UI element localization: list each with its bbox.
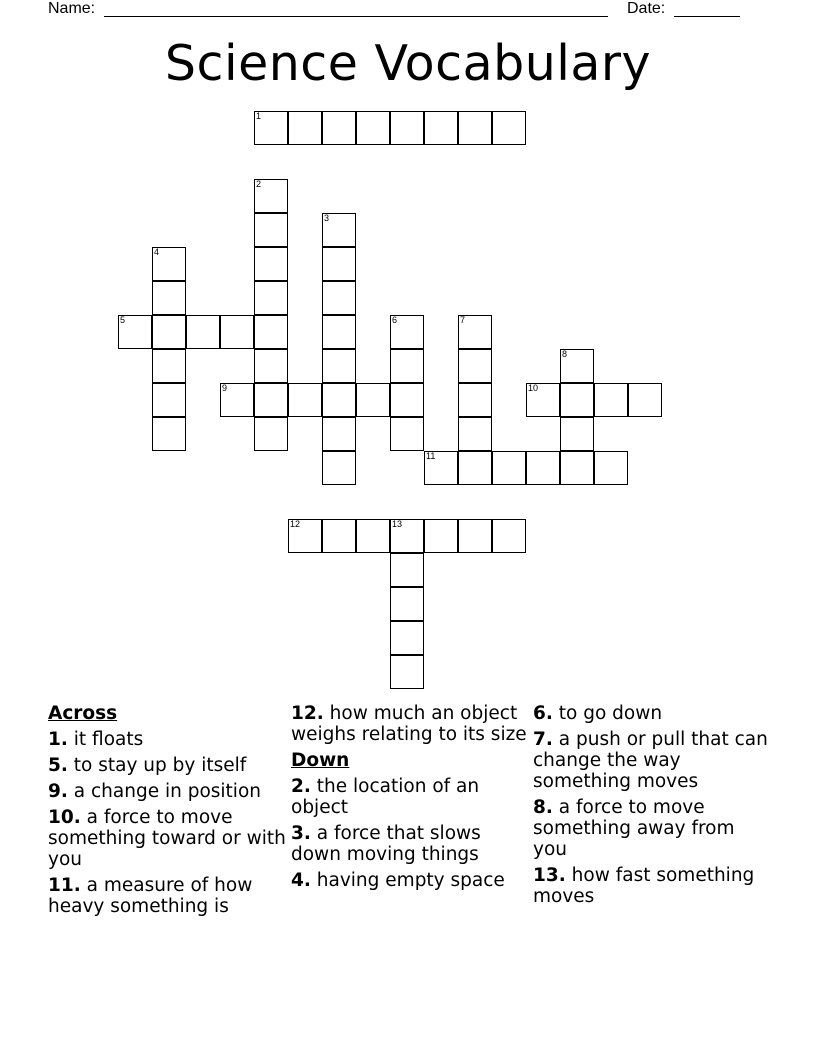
crossword-cell[interactable]: [322, 417, 356, 451]
clue-number: 4.: [291, 870, 311, 891]
crossword-cell[interactable]: [356, 519, 390, 553]
clue-text: a change in position: [67, 781, 261, 802]
clue-text: to stay up by itself: [67, 755, 247, 776]
clue-item: [291, 703, 531, 745]
clue-text: it floats: [67, 729, 144, 750]
clue-text: a force to move something toward or with you: [48, 807, 286, 870]
crossword-cell[interactable]: [322, 315, 356, 349]
crossword-cell[interactable]: [322, 281, 356, 315]
cell-number: 12: [290, 519, 301, 529]
crossword-cell[interactable]: [356, 383, 390, 417]
clue-number: 12.: [291, 703, 324, 724]
clue-number: 5.: [48, 755, 68, 776]
crossword-cell[interactable]: [390, 621, 424, 655]
crossword-cell[interactable]: [390, 519, 424, 553]
crossword-cell[interactable]: [322, 213, 356, 247]
crossword-cell[interactable]: [390, 553, 424, 587]
clue-number: 6.: [533, 703, 553, 724]
crossword-cell[interactable]: [254, 349, 288, 383]
name-label: Name:: [48, 0, 96, 17]
crossword-cell[interactable]: [628, 383, 662, 417]
down-clue-list-continued: [533, 703, 773, 907]
crossword-cell[interactable]: [390, 383, 424, 417]
cell-number: 3: [324, 213, 330, 223]
crossword-cell[interactable]: [288, 111, 322, 145]
clue-item: [291, 870, 531, 891]
crossword-cell[interactable]: [254, 213, 288, 247]
crossword-cell[interactable]: [254, 247, 288, 281]
clue-number: 11.: [48, 875, 81, 896]
clue-item: [533, 797, 773, 860]
cell-number: 5: [120, 315, 126, 325]
clue-item: [291, 776, 531, 818]
crossword-cell[interactable]: [152, 349, 186, 383]
crossword-cell[interactable]: [390, 655, 424, 689]
cell-number: 13: [392, 519, 403, 529]
clue-item: [48, 729, 288, 750]
crossword-cell[interactable]: [254, 281, 288, 315]
crossword-cell[interactable]: [390, 111, 424, 145]
crossword-cell[interactable]: [186, 315, 220, 349]
crossword-cell[interactable]: [424, 519, 458, 553]
clue-item: [48, 807, 288, 870]
down-clue-list: [291, 776, 531, 891]
crossword-cell[interactable]: [322, 111, 356, 145]
across-heading: Across: [48, 703, 118, 724]
clue-number: 8.: [533, 797, 553, 818]
crossword-cell[interactable]: [390, 587, 424, 621]
clue-item: [48, 755, 288, 776]
crossword-cell[interactable]: [458, 349, 492, 383]
clue-number: 13.: [533, 865, 566, 886]
crossword-cell[interactable]: [594, 451, 628, 485]
crossword-cell[interactable]: [254, 179, 288, 213]
clue-text: a force that slows down moving things: [291, 823, 481, 865]
clue-number: 7.: [533, 729, 553, 750]
clue-text: a force to move something away from you: [533, 797, 735, 860]
cell-number: 10: [528, 383, 539, 393]
clue-text: the location of an object: [291, 776, 480, 818]
clue-number: 1.: [48, 729, 68, 750]
across-clue-list-continued: [291, 703, 531, 745]
crossword-cell[interactable]: [458, 383, 492, 417]
crossword-cell[interactable]: [560, 451, 594, 485]
date-label: Date:: [627, 0, 666, 17]
cell-number: 7: [460, 315, 466, 325]
clue-text: how fast something moves: [533, 865, 755, 907]
crossword-cell[interactable]: [254, 383, 288, 417]
crossword-cell[interactable]: [492, 111, 526, 145]
clue-number: 2.: [291, 776, 311, 797]
crossword-cell[interactable]: [288, 519, 322, 553]
crossword-cell[interactable]: [220, 315, 254, 349]
crossword-cell[interactable]: [254, 111, 288, 145]
down-heading: Down: [291, 750, 350, 771]
crossword-cell[interactable]: [560, 417, 594, 451]
crossword-cell[interactable]: [526, 451, 560, 485]
clue-number: 3.: [291, 823, 311, 844]
crossword-cell[interactable]: [322, 383, 356, 417]
clue-text: a push or pull that can change the way something moves: [533, 729, 768, 792]
crossword-cell[interactable]: [390, 417, 424, 451]
clue-item: [533, 865, 773, 907]
crossword-cell[interactable]: [322, 451, 356, 485]
clue-text: to go down: [552, 703, 663, 724]
clue-item: [533, 729, 773, 792]
cell-number: 4: [154, 247, 160, 257]
cell-number: 11: [426, 451, 436, 461]
crossword-cell[interactable]: [458, 315, 492, 349]
crossword-cell[interactable]: [424, 451, 458, 485]
crossword-cell[interactable]: [288, 383, 322, 417]
clue-column-1: [48, 703, 288, 922]
clue-text: how much an object weighs relating to its size: [291, 703, 527, 745]
crossword-cell[interactable]: [152, 417, 186, 451]
across-clue-list: [48, 729, 288, 917]
crossword-cell[interactable]: [492, 519, 526, 553]
cell-number: 2: [256, 179, 262, 189]
clue-column-2: [291, 703, 531, 896]
crossword-cell[interactable]: [458, 111, 492, 145]
crossword-cell[interactable]: [594, 383, 628, 417]
clue-text: a measure of how heavy something is: [48, 875, 253, 917]
crossword-cell[interactable]: [220, 383, 254, 417]
crossword-cell[interactable]: [152, 281, 186, 315]
cell-number: 8: [562, 349, 568, 359]
clue-item: [533, 703, 773, 724]
crossword-cell[interactable]: [254, 315, 288, 349]
clue-number: 9.: [48, 781, 68, 802]
cell-number: 9: [222, 383, 228, 393]
clue-item: [48, 781, 288, 802]
crossword-cell[interactable]: [424, 111, 458, 145]
crossword-cell[interactable]: [118, 315, 152, 349]
crossword-cell[interactable]: [152, 383, 186, 417]
crossword-cell[interactable]: [152, 315, 186, 349]
crossword-cell[interactable]: [390, 349, 424, 383]
crossword-cell[interactable]: [322, 349, 356, 383]
crossword-cell[interactable]: [458, 451, 492, 485]
cell-number: 6: [392, 315, 398, 325]
crossword-cell[interactable]: [356, 111, 390, 145]
crossword-cell[interactable]: [458, 417, 492, 451]
crossword-cell[interactable]: [322, 247, 356, 281]
crossword-cell[interactable]: [492, 451, 526, 485]
crossword-cell[interactable]: [560, 383, 594, 417]
clue-text: having empty space: [310, 870, 505, 891]
cell-number: 1: [256, 111, 262, 121]
page-title: Science Vocabulary: [164, 35, 652, 92]
clue-number: 10.: [48, 807, 81, 828]
crossword-cell[interactable]: [526, 383, 560, 417]
crossword-cell[interactable]: [254, 417, 288, 451]
crossword-cell[interactable]: [152, 247, 186, 281]
crossword-cell[interactable]: [458, 519, 492, 553]
clue-column-3: [533, 703, 773, 912]
clue-item: [48, 875, 288, 917]
crossword-cell[interactable]: [390, 315, 424, 349]
clue-item: [291, 823, 531, 865]
crossword-cell[interactable]: [560, 349, 594, 383]
crossword-cell[interactable]: [322, 519, 356, 553]
